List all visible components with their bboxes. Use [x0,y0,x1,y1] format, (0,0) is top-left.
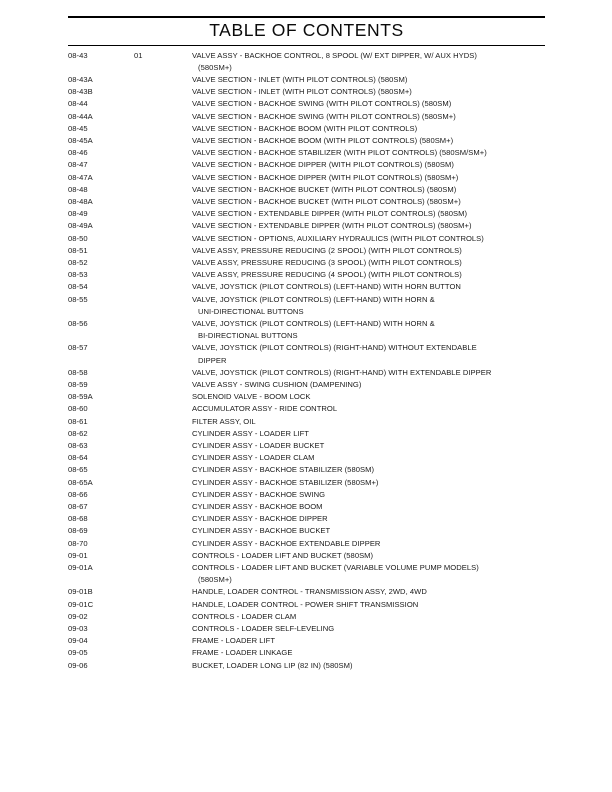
table-row[interactable] [68,513,545,525]
toc-entry-description [192,489,545,501]
table-row[interactable] [68,367,545,379]
toc-entry-description-line1: CYLINDER ASSY - BACKHOE EXTENDABLE DIPPER [192,538,381,548]
table-row[interactable] [68,281,545,293]
toc-entry-number [134,135,192,147]
toc-entry-number [134,403,192,415]
toc-entry-description-line1: CYLINDER ASSY - LOADER CLAM [192,453,315,463]
toc-entry-code: 08-59A [68,392,93,402]
table-row[interactable] [68,147,545,159]
toc-entry-description [192,50,545,74]
toc-entry-description-line1: VALVE SECTION - BACKHOE STABILIZER (WITH PILOT CONTROLS) (580SM/SM+) [192,148,487,158]
toc-entry-code: 08-67 [68,502,88,512]
toc-entry-code: 08-57 [68,343,88,353]
toc-entry-description [192,379,545,391]
toc-entry-description-line1: ACCUMULATOR ASSY - RIDE CONTROL [192,404,338,414]
toc-entry-number [134,86,192,98]
toc-entry-code: 09-01A [68,563,93,573]
toc-entry-number [134,647,192,659]
toc-entry-description-line1: VALVE SECTION - EXTENDABLE DIPPER (WITH PILOT CONTROLS) (580SM+) [192,221,472,231]
toc-entry-number [134,391,192,403]
table-row[interactable] [68,342,545,366]
toc-entry-number [134,245,192,257]
toc-entry-number [134,257,192,269]
table-row[interactable] [68,172,545,184]
toc-entry-number [134,452,192,464]
header-bottom-rule [68,45,545,46]
toc-rows-container [68,50,545,672]
toc-entry-code: 08-50 [68,233,88,243]
toc-entry-description [192,135,545,147]
toc-entry-description-line1: CONTROLS - LOADER SELF-LEVELING [192,624,335,634]
toc-entry-number [134,428,192,440]
toc-entry-code: 09-01C [68,599,94,609]
toc-entry-description-line1: VALVE SECTION - BACKHOE BUCKET (WITH PILOT CONTROLS) (580SM) [192,184,457,194]
table-row[interactable] [68,208,545,220]
toc-entry-code: 08-65A [68,477,93,487]
toc-entry-code: 08-48A [68,196,93,206]
toc-entry-description-line1: FILTER ASSY, OIL [192,416,256,426]
toc-entry-description [192,111,545,123]
toc-entry-code: 08-65 [68,465,88,475]
toc-entry-description [192,220,545,232]
table-row[interactable] [68,525,545,537]
toc-entry-description [192,586,545,598]
toc-entry-description [192,611,545,623]
table-row[interactable] [68,318,545,342]
toc-entry-description [192,257,545,269]
toc-entry-number: 01 [134,50,143,60]
toc-entry-description-line2: UNI-DIRECTIONAL BUTTONS [198,306,304,316]
table-row[interactable] [68,464,545,476]
toc-entry-description-line2: DIPPER [198,355,227,365]
toc-entry-description [192,342,545,366]
toc-entry-code: 08-63 [68,441,88,450]
toc-entry-description-line1: CONTROLS - LOADER CLAM [192,611,297,621]
toc-entry-description [192,208,545,220]
toc-entry-number [134,611,192,623]
table-row[interactable] [68,611,545,623]
table-row[interactable] [68,452,545,464]
table-row[interactable] [68,245,545,257]
toc-entry-description [192,660,545,672]
toc-entry-description-line1: VALVE SECTION - BACKHOE DIPPER (WITH PILOT CONTROLS) (580SM+) [192,172,459,182]
table-row[interactable] [68,416,545,428]
table-row[interactable] [68,233,545,245]
toc-entry-number [134,599,192,611]
toc-entry-description [192,513,545,525]
toc-entry-number [134,379,192,391]
toc-entry-number [134,98,192,110]
toc-entry-number [134,501,192,513]
toc-entry-code: 08-46 [68,148,88,158]
table-row[interactable] [68,635,545,647]
toc-entry-code: 09-03 [68,624,88,634]
toc-entry-description-line1: HANDLE, LOADER CONTROL - TRANSMISSION ASSY, 2WD, 4WD [192,587,427,597]
table-row[interactable] [68,159,545,171]
toc-entry-code: 08-52 [68,257,88,267]
table-row[interactable] [68,501,545,513]
toc-entry-description-line1: HANDLE, LOADER CONTROL - POWER SHIFT TRANSMISSION [192,599,419,609]
toc-entry-description [192,599,545,611]
toc-entry-code: 08-68 [68,514,88,524]
toc-entry-description-line1: SOLENOID VALVE - BOOM LOCK [192,392,311,402]
table-row[interactable] [68,294,545,318]
toc-entry-description [192,416,545,428]
toc-entry-code: 08-47A [68,172,93,182]
toc-entry-code: 08-60 [68,404,88,414]
page-title: TABLE OF CONTENTS [209,20,404,40]
toc-entry-description-line1: CYLINDER ASSY - BACKHOE DIPPER [192,514,328,524]
toc-entry-description-line1: CONTROLS - LOADER LIFT AND BUCKET (VARIABLE VOLUME PUMP MODELS) [192,563,479,573]
toc-entry-description-line1: VALVE SECTION - OPTIONS, AUXILIARY HYDRAULICS (WITH PILOT CONTROLS) [192,233,484,243]
toc-entry-number [134,159,192,171]
toc-entry-number [134,269,192,281]
toc-entry-description-line1: FRAME - LOADER LINKAGE [192,648,293,658]
toc-entry-description [192,172,545,184]
toc-entry-description-line2: BI-DIRECTIONAL BUTTONS [198,331,298,341]
toc-entry-description-line1: CYLINDER ASSY - BACKHOE STABILIZER (580SM+) [192,477,379,487]
toc-entry-code: 08-62 [68,428,88,438]
toc-entry-description-line1: VALVE ASSY, PRESSURE REDUCING (3 SPOOL) (WITH PILOT CONTROLS) [192,257,462,267]
toc-entry-number [134,440,192,452]
toc-entry-description-line2: (580SM+) [198,62,232,72]
toc-entry-description [192,635,545,647]
toc-entry-code: 08-44 [68,99,88,109]
toc-entry-number [134,550,192,562]
table-row[interactable] [68,440,545,452]
toc-entry-code: 08-47 [68,160,88,170]
toc-entry-code: 08-64 [68,453,88,463]
toc-entry-number [134,147,192,159]
table-of-contents [68,50,545,672]
table-row[interactable] [68,660,545,672]
toc-entry-description [192,428,545,440]
toc-entry-description-line1: VALVE ASSY - BACKHOE CONTROL, 8 SPOOL (W/ EXT DIPPER, W/ AUX HYDS) [192,50,477,60]
table-row[interactable] [68,428,545,440]
toc-entry-description-line1: VALVE, JOYSTICK (PILOT CONTROLS) (LEFT-HAND) WITH HORN & [192,318,435,328]
toc-entry-code: 08-54 [68,282,88,292]
toc-entry-description-line1: CYLINDER ASSY - LOADER LIFT [192,428,309,438]
toc-entry-description-line1: CYLINDER ASSY - BACKHOE SWING [192,489,326,499]
toc-entry-description [192,318,545,342]
table-row[interactable] [68,74,545,86]
table-row[interactable] [68,123,545,135]
toc-entry-number [134,111,192,123]
toc-entry-description [192,159,545,171]
table-row[interactable] [68,550,545,562]
table-row[interactable] [68,86,545,98]
table-row[interactable] [68,391,545,403]
table-row[interactable] [68,50,545,74]
toc-entry-code: 08-61 [68,416,88,426]
toc-entry-description-line1: VALVE, JOYSTICK (PILOT CONTROLS) (RIGHT-HAND) WITHOUT EXTENDABLE [192,343,477,353]
toc-entry-code: 08-58 [68,367,88,377]
toc-entry-number [134,513,192,525]
table-row[interactable] [68,379,545,391]
table-row[interactable] [68,489,545,501]
toc-entry-number [134,294,192,318]
toc-entry-code: 08-45A [68,135,93,145]
toc-entry-description-line1: VALVE SECTION - EXTENDABLE DIPPER (WITH PILOT CONTROLS) (580SM) [192,209,468,219]
toc-entry-number [134,635,192,647]
toc-entry-description-line1: CONTROLS - LOADER LIFT AND BUCKET (580SM) [192,550,374,560]
table-row[interactable] [68,184,545,196]
toc-entry-code: 08-43 [68,50,88,60]
toc-entry-description-line1: VALVE SECTION - BACKHOE BOOM (WITH PILOT CONTROLS) (580SM+) [192,135,454,145]
toc-entry-code: 08-51 [68,245,88,255]
table-row[interactable] [68,111,545,123]
toc-entry-description [192,184,545,196]
toc-entry-code: 09-02 [68,611,88,621]
toc-entry-number [134,233,192,245]
toc-entry-description-line1: VALVE ASSY, PRESSURE REDUCING (2 SPOOL) (WITH PILOT CONTROLS) [192,245,462,255]
document-body [68,16,545,672]
toc-entry-number [134,281,192,293]
toc-entry-description [192,147,545,159]
toc-entry-description [192,477,545,489]
toc-entry-code: 08-69 [68,526,88,536]
table-row[interactable] [68,599,545,611]
table-row[interactable] [68,257,545,269]
toc-entry-description-line1: VALVE, JOYSTICK (PILOT CONTROLS) (LEFT-HAND) WITH HORN BUTTON [192,282,461,292]
table-row[interactable] [68,98,545,110]
toc-entry-description [192,74,545,86]
table-row[interactable] [68,196,545,208]
toc-entry-code: 08-66 [68,489,88,499]
toc-entry-description-line1: FRAME - LOADER LIFT [192,636,276,646]
toc-entry-description [192,391,545,403]
toc-entry-description [192,245,545,257]
table-row[interactable] [68,586,545,598]
table-row[interactable] [68,538,545,550]
table-row[interactable] [68,403,545,415]
toc-entry-code: 09-05 [68,648,88,658]
toc-entry-description-line1: VALVE, JOYSTICK (PILOT CONTROLS) (RIGHT-HAND) WITH EXTENDABLE DIPPER [192,367,492,377]
toc-entry-description-line1: VALVE ASSY - SWING CUSHION (DAMPENING) [192,379,362,389]
toc-entry-code: 09-01B [68,587,93,597]
toc-entry-code: 09-04 [68,636,88,646]
toc-entry-description [192,98,545,110]
toc-entry-number [134,318,192,342]
table-row[interactable] [68,135,545,147]
toc-entry-description-line1: CYLINDER ASSY - LOADER BUCKET [192,441,325,450]
toc-entry-description [192,464,545,476]
toc-entry-description-line1: VALVE SECTION - BACKHOE SWING (WITH PILOT CONTROLS) (580SM) [192,99,452,109]
table-row[interactable] [68,477,545,489]
toc-entry-description [192,550,545,562]
toc-entry-code: 08-48 [68,184,88,194]
toc-entry-description [192,403,545,415]
toc-entry-code: 08-43B [68,87,93,97]
toc-entry-code: 08-56 [68,318,88,328]
toc-entry-description-line1: VALVE, JOYSTICK (PILOT CONTROLS) (LEFT-HAND) WITH HORN & [192,294,435,304]
toc-entry-code: 08-55 [68,294,88,304]
toc-entry-number [134,220,192,232]
toc-entry-number [134,172,192,184]
toc-entry-description [192,538,545,550]
toc-entry-description [192,123,545,135]
toc-entry-description [192,452,545,464]
toc-entry-description-line1: CYLINDER ASSY - BACKHOE BUCKET [192,526,331,536]
toc-entry-code: 09-01 [68,550,88,560]
toc-entry-description [192,501,545,513]
toc-entry-number [134,196,192,208]
toc-entry-description-line1: BUCKET, LOADER LONG LIP (82 IN) (580SM) [192,660,353,670]
toc-entry-code: 08-45 [68,123,88,133]
toc-entry-description [192,294,545,318]
toc-entry-description [192,233,545,245]
toc-entry-code: 08-44A [68,111,93,121]
toc-entry-description-line1: VALVE SECTION - INLET (WITH PILOT CONTROLS) (580SM+) [192,87,412,97]
toc-entry-number [134,123,192,135]
toc-entry-number [134,477,192,489]
toc-entry-number [134,208,192,220]
toc-entry-description-line1: VALVE SECTION - INLET (WITH PILOT CONTROLS) (580SM) [192,74,408,84]
toc-entry-description-line1: CYLINDER ASSY - BACKHOE BOOM [192,502,323,512]
toc-entry-number [134,416,192,428]
toc-entry-number [134,623,192,635]
toc-entry-description [192,647,545,659]
toc-entry-number [134,74,192,86]
toc-entry-number [134,562,192,586]
toc-entry-description [192,269,545,281]
toc-entry-number [134,342,192,366]
toc-entry-description-line1: VALVE SECTION - BACKHOE BUCKET (WITH PILOT CONTROLS) (580SM+) [192,196,461,206]
toc-entry-code: 09-06 [68,660,88,670]
toc-entry-description [192,281,545,293]
toc-entry-code: 08-59 [68,379,88,389]
table-row[interactable] [68,269,545,281]
toc-entry-description-line2: (580SM+) [198,575,232,585]
toc-entry-description-line1: CYLINDER ASSY - BACKHOE STABILIZER (580SM) [192,465,375,475]
toc-entry-number [134,184,192,196]
table-row[interactable] [68,562,545,586]
toc-entry-code: 08-49 [68,209,88,219]
toc-entry-description-line1: VALVE SECTION - BACKHOE BOOM (WITH PILOT CONTROLS) [192,123,418,133]
toc-entry-number [134,586,192,598]
toc-entry-description-line1: VALVE SECTION - BACKHOE SWING (WITH PILOT CONTROLS) (580SM+) [192,111,456,121]
toc-entry-description [192,623,545,635]
table-row[interactable] [68,647,545,659]
toc-entry-code: 08-53 [68,270,88,280]
toc-entry-number [134,660,192,672]
toc-entry-description [192,367,545,379]
toc-entry-description [192,562,545,586]
toc-entry-number [134,538,192,550]
table-row[interactable] [68,623,545,635]
toc-entry-number [134,464,192,476]
toc-entry-number [134,489,192,501]
toc-entry-number [134,525,192,537]
table-row[interactable] [68,220,545,232]
toc-entry-description [192,86,545,98]
toc-entry-description [192,196,545,208]
toc-entry-number [134,367,192,379]
toc-entry-description-line1: VALVE ASSY, PRESSURE REDUCING (4 SPOOL) (WITH PILOT CONTROLS) [192,270,462,280]
toc-entry-code: 08-70 [68,538,88,548]
toc-entry-code: 08-43A [68,74,93,84]
toc-entry-code: 08-49A [68,221,93,231]
toc-entry-description-line1: VALVE SECTION - BACKHOE DIPPER (WITH PILOT CONTROLS) (580SM) [192,160,454,170]
toc-entry-description [192,440,545,452]
toc-entry-description [192,525,545,537]
